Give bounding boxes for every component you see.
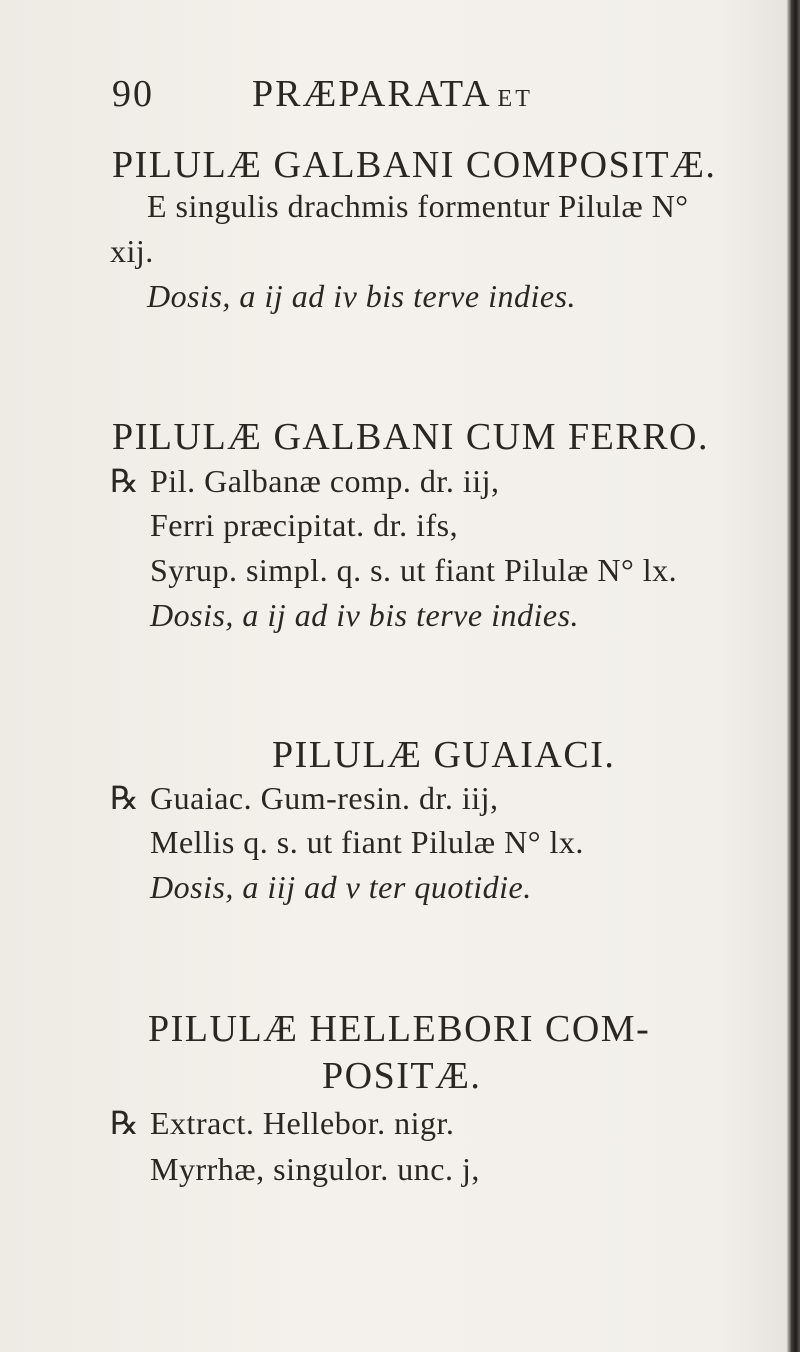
section-title-pilulae-guaiaci: PILULÆ GUAIACI.	[272, 734, 616, 776]
section-2-line-3: Syrup. simpl. q. s. ut fiant Pilulæ N° lx.	[150, 552, 678, 588]
recipe-symbol: ℞	[110, 1105, 140, 1141]
section-1-dosis: Dosis, a ij ad iv bis terve indies.	[147, 278, 577, 314]
section-2-line-1	[110, 462, 499, 500]
recipe-symbol: ℞	[110, 780, 140, 816]
section-1-line-2: xij.	[110, 233, 154, 269]
running-title-suffix: ET	[497, 86, 533, 112]
section-3-line-2: Mellis q. s. ut fiant Pilulæ N° lx.	[150, 824, 584, 860]
section-2-ingredient-1: Pil. Galbanæ comp. dr. iij,	[150, 463, 500, 499]
section-2-line-2: Ferri præcipitat. dr. ifs,	[150, 507, 459, 543]
section-2-dosis: Dosis, a ij ad iv bis terve indies.	[150, 597, 580, 633]
section-4-line-1	[110, 1104, 454, 1142]
book-binding-edge	[786, 0, 800, 1352]
section-4-ingredient-1: Extract. Hellebor. nigr.	[150, 1105, 455, 1141]
section-3-ingredient-1: Guaiac. Gum-resin. dr. iij,	[150, 780, 499, 816]
section-title-pilulae-galbani-compositae: PILULÆ GALBANI COMPOSITÆ.	[112, 144, 717, 186]
running-header	[112, 72, 533, 116]
section-title-pilulae-hellebori-line-2: POSITÆ.	[322, 1055, 482, 1097]
running-title: PRÆPARATA	[252, 73, 492, 115]
section-title-pilulae-hellebori-line-1: PILULÆ HELLEBORI COM-	[148, 1008, 651, 1050]
page-number: 90	[112, 73, 154, 115]
section-3-line-1	[110, 779, 499, 817]
recipe-symbol: ℞	[110, 463, 140, 499]
section-title-pilulae-galbani-cum-ferro: PILULÆ GALBANI CUM FERRO.	[112, 416, 709, 458]
section-4-line-2: Myrrhæ, singulor. unc. j,	[150, 1151, 480, 1187]
section-1-line-1: E singulis drachmis formentur Pilulæ N°	[147, 188, 689, 224]
section-3-dosis: Dosis, a iij ad v ter quotidie.	[150, 869, 532, 905]
